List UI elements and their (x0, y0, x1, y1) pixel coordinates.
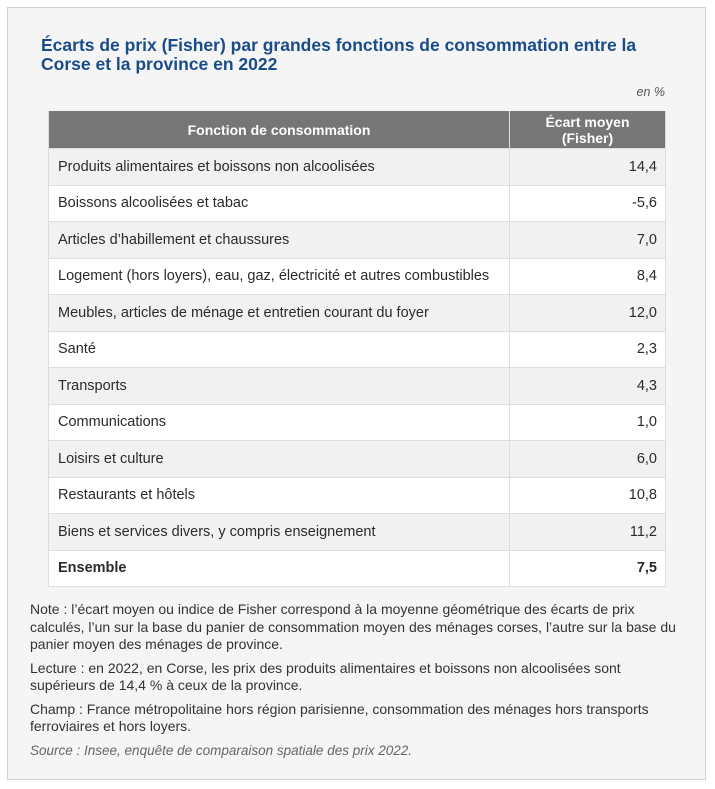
row-value: 6,0 (510, 441, 666, 478)
row-label: Santé (49, 331, 510, 368)
table-row (49, 477, 666, 514)
table-row (49, 185, 666, 222)
row-value: 2,3 (510, 331, 666, 368)
total-value: 7,5 (510, 550, 666, 587)
row-label: Logement (hors loyers), eau, gaz, électricité et autres combustibles (49, 258, 510, 295)
row-label: Biens et services divers, y compris enseignement (49, 514, 510, 551)
table-card (7, 7, 706, 780)
table-row (49, 258, 666, 295)
row-label: Boissons alcoolisées et tabac (49, 185, 510, 222)
table-header-row (49, 111, 666, 149)
column-header-fisher-gap: Écart moyen (Fisher) (510, 111, 666, 149)
table-row (49, 149, 666, 186)
row-value: 4,3 (510, 368, 666, 405)
column-header-function: Fonction de consommation (49, 111, 510, 149)
table-row (49, 404, 666, 441)
lecture-text: Lecture : en 2022, en Corse, les prix des produits alimentaires et boissons non alcoolisées sont supérieurs de 14,4 % à ceux de la province. (30, 659, 621, 693)
row-label: Loisirs et culture (49, 441, 510, 478)
table-row (49, 222, 666, 259)
table-row (49, 295, 666, 332)
row-value: 7,0 (510, 222, 666, 259)
unit-label: en % (636, 85, 665, 99)
table-notes (30, 601, 680, 765)
row-value: -5,6 (510, 185, 666, 222)
table-total-row (49, 550, 666, 587)
total-label: Ensemble (49, 550, 510, 587)
table-row (49, 331, 666, 368)
table-row (49, 368, 666, 405)
row-value: 1,0 (510, 404, 666, 441)
row-label: Transports (49, 368, 510, 405)
row-label: Produits alimentaires et boissons non alcoolisées (49, 149, 510, 186)
row-label: Articles d’habillement et chaussures (49, 222, 510, 259)
row-label: Restaurants et hôtels (49, 477, 510, 514)
row-value: 12,0 (510, 295, 666, 332)
row-label: Communications (49, 404, 510, 441)
source-text: Source : Insee, enquête de comparaison spatiale des prix 2022. (30, 742, 412, 758)
row-value: 14,4 (510, 149, 666, 186)
row-value: 10,8 (510, 477, 666, 514)
row-value: 11,2 (510, 514, 666, 551)
price-gap-table (48, 111, 666, 587)
champ-text: Champ : France métropolitaine hors région parisienne, consommation des ménages hors transports ferroviaires et hors loyers. (30, 700, 649, 734)
table-row (49, 514, 666, 551)
note-text: Note : l’écart moyen ou indice de Fisher correspond à la moyenne géométrique des écarts de prix calculés, l’un sur la base du panier de consommation moyen des ménages corses, l’autre sur la base du panier moyen des ménages de province. (30, 601, 676, 652)
table-title: Écarts de prix (Fisher) par grandes fonctions de consommation entre la Corse et la province en 2022 (41, 35, 637, 74)
table-row (49, 441, 666, 478)
row-value: 8,4 (510, 258, 666, 295)
row-label: Meubles, articles de ménage et entretien courant du foyer (49, 295, 510, 332)
